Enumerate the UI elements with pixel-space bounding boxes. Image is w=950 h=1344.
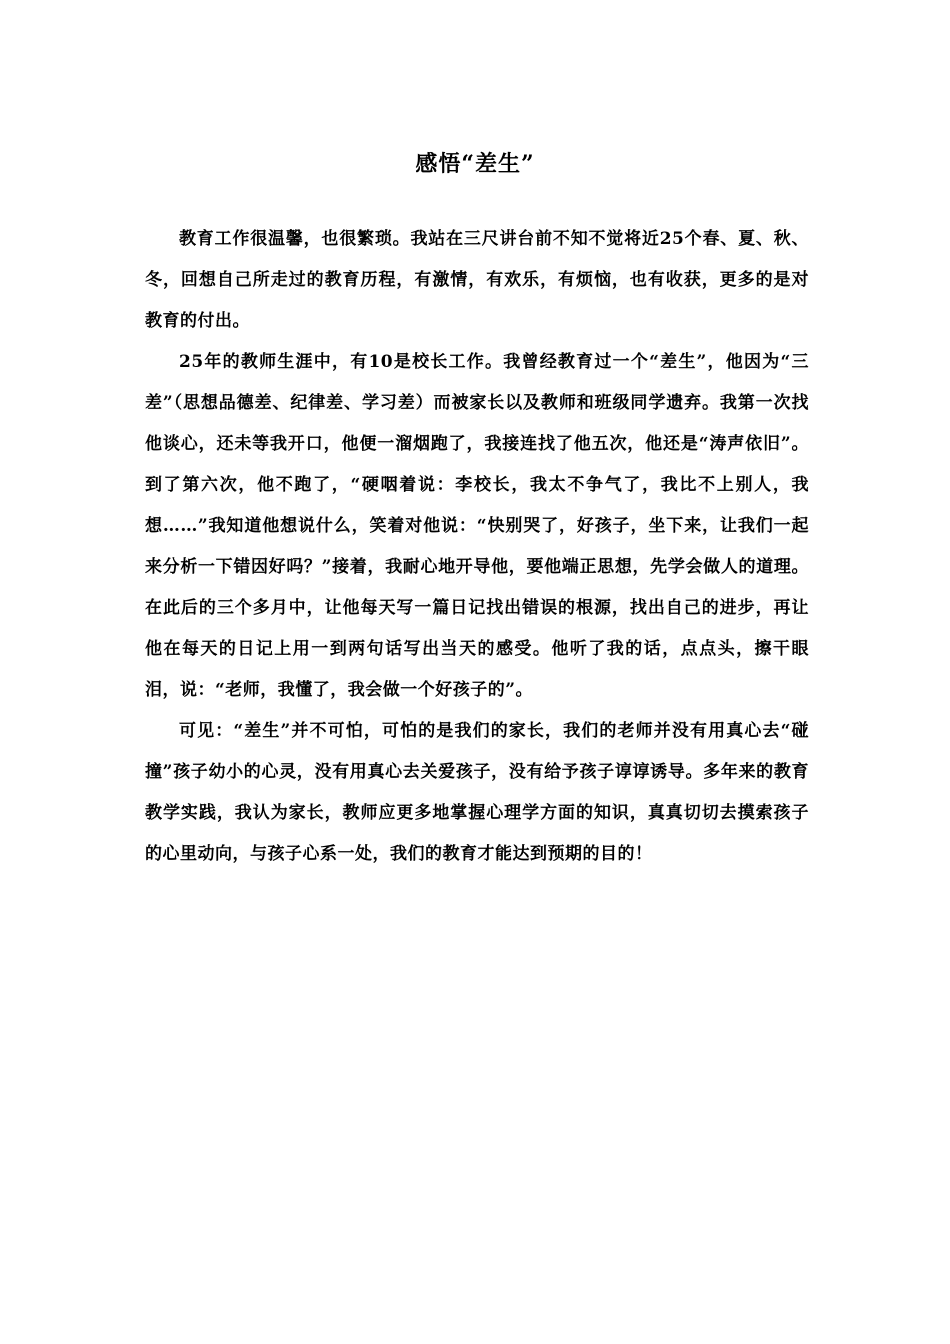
document-body	[145, 219, 809, 875]
paragraph-1: 教育工作很温馨，也很繁琐。我站在三尺讲台前不知不觉将近25个春、夏、秋、冬，回想自己所走过的教育历程，有激情，有欢乐，有烦恼，也有收获，更多的是对教育的付出。	[145, 229, 809, 331]
paragraph-2: 25年的教师生涯中，有10是校长工作。我曾经教育过一个“差生”，他因为“三差”（思想品德差、纪律差、学习差）而被家长以及教师和班级同学遗弃。我第一次找他谈心，还未等我开口，他便一溜烟跑了，我接连找了他五次，他还是“涛声依旧”。到了第六次，他不跑了，“硬咽着说：李校长，我太不争气了，我比不上别人，我想……”我知道他想说什么，笑着对他说：“快别哭了，好孩子，坐下来，让我们一起来分析一下错因好吗？”接着，我耐心地开导他，要他端正思想，先学会做人的道理。在此后的三个多月中，让他每天写一篇日记找出错误的根源，找出自己的进步，再让他在每天的日记上用一到两句话写出当天的感受。他听了我的话，点点头，擦干眼泪，说：“老师，我懂了，我会做一个好孩子的”。	[145, 352, 809, 700]
paragraph-3: 可见：“差生”并不可怕，可怕的是我们的家长，我们的老师并没有用真心去“碰撞”孩子幼小的心灵，没有用真心去关爱孩子，没有给予孩子谆谆诱导。多年来的教育教学实践，我认为家长，教师应更多地掌握心理学方面的知识，真真切切去摸索孩子的心里动向，与孩子心系一处，我们的教育才能达到预期的目的！	[145, 721, 809, 864]
document-title: 感悟“差生”	[415, 150, 535, 177]
